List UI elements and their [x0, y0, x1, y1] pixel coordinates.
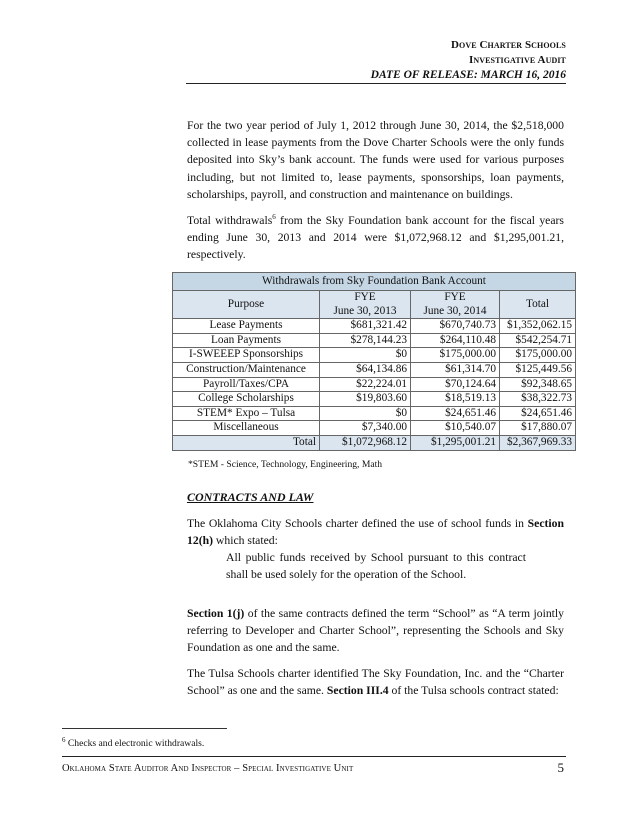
cell-total-fy2013: $1,072,968.12 [320, 435, 411, 450]
footnote-rule [62, 728, 227, 729]
header-fye-label: FYE [354, 291, 376, 303]
cell-total: $125,449.56 [500, 362, 576, 377]
cell-purpose: Payroll/Taxes/CPA [173, 377, 320, 392]
footnote-number: 6 [62, 735, 66, 744]
cell-purpose: Miscellaneous [173, 421, 320, 436]
header-rule [186, 83, 566, 84]
cell-total-label: Total [173, 435, 320, 450]
footer-rule [62, 756, 566, 757]
paragraph-section-1j [187, 605, 564, 657]
cell-total-fy2014: $1,295,001.21 [411, 435, 500, 450]
cell-fy2013: $19,803.60 [320, 392, 411, 407]
cell-fy2014: $61,314.70 [411, 362, 500, 377]
header-release-date: DATE OF RELEASE: MARCH 16, 2016 [370, 69, 566, 81]
table-title-row [173, 273, 576, 291]
header-org: Dove Charter Schools [450, 39, 566, 51]
cell-fy2013: $681,321.42 [320, 319, 411, 334]
cell-fy2013: $278,144.23 [320, 333, 411, 348]
cell-fy2013: $7,340.00 [320, 421, 411, 436]
paragraph-text: For the two year period of July 1, 2012 through June 30, 2014, the $2,518,000 collected in lease payments from the Dove Charter Schools were the only funds deposited into Sky’s bank account. The funds were used for various purposes including, but not limited to, lease payments, sponsorships, loan payments, scholarships, payroll, and construction and maintenance on buildings. [187, 119, 564, 201]
table-row [173, 333, 576, 348]
table-row [173, 319, 576, 334]
paragraph-text-end: of the Tulsa schools contract stated: [388, 684, 559, 698]
section-reference: Section 1(j) [187, 607, 245, 620]
block-quote: All public funds received by School pursuant to this contract shall be used solely for the operation of the School. [226, 551, 526, 582]
cell-fy2014: $24,651.46 [411, 406, 500, 421]
paragraph-lease-funds [187, 117, 564, 203]
cell-purpose: STEM* Expo – Tulsa [173, 406, 320, 421]
footnote [62, 735, 205, 749]
page-header [371, 38, 566, 83]
footer-agency: Oklahoma State Auditor And Inspector – Special Investigative Unit [62, 763, 354, 774]
paragraph-text-start: The Oklahoma City Schools charter defined the use of school funds in [187, 517, 528, 530]
cell-purpose: Loan Payments [173, 333, 320, 348]
cell-total: $1,352,062.15 [500, 319, 576, 334]
header-purpose: Purpose [173, 291, 320, 319]
table-row [173, 406, 576, 421]
paragraph-text-end: of the same contracts defined the term “School” as “A term jointly referring to Developer and Charter School”, representing the Schools and Sky Foundation as one and the same. [187, 607, 564, 655]
header-fy2014-date: June 30, 2014 [423, 304, 487, 317]
header-total: Total [500, 291, 576, 319]
cell-total: $17,880.07 [500, 421, 576, 436]
section-reference: Section 12(h) [187, 517, 564, 548]
table-title: Withdrawals from Sky Foundation Bank Account [173, 273, 576, 291]
header-fy2013 [320, 291, 411, 319]
table-header-row [173, 291, 576, 319]
footnote-reference[interactable]: 6 [272, 213, 276, 222]
cell-total: $92,348.65 [500, 377, 576, 392]
table-row [173, 392, 576, 407]
cell-fy2014: $10,540.07 [411, 421, 500, 436]
header-fye-label: FYE [444, 291, 466, 303]
cell-fy2013: $22,224.01 [320, 377, 411, 392]
paragraph-text-start: The Tulsa Schools charter identified The Sky Foundation, Inc. and the “Charter School” as one and the same. [187, 667, 564, 698]
header-fy2013-date: June 30, 2013 [333, 304, 397, 317]
cell-purpose: College Scholarships [173, 392, 320, 407]
cell-total: $38,322.73 [500, 392, 576, 407]
section-reference: Section III.4 [326, 684, 389, 698]
cell-fy2013: $64,134.86 [320, 362, 411, 377]
cell-fy2014: $175,000.00 [411, 348, 500, 363]
header-fy2014 [411, 291, 500, 319]
footnote-text: Checks and electronic withdrawals. [65, 738, 205, 749]
cell-purpose: I-SWEEEP Sponsorships [173, 348, 320, 363]
table-row [173, 348, 576, 363]
cell-fy2013: $0 [320, 348, 411, 363]
paragraph-tulsa-charter [187, 665, 564, 699]
cell-grand-total: $2,367,969.33 [500, 435, 576, 450]
table-total-row [173, 435, 576, 450]
cell-purpose: Construction/Maintenance [173, 362, 320, 377]
paragraph-total-withdrawals [187, 212, 564, 264]
section-title: CONTRACTS AND LAW [187, 490, 314, 504]
cell-fy2014: $670,740.73 [411, 319, 500, 334]
page-number: 5 [557, 760, 564, 775]
paragraph-text-end: which stated: [212, 534, 278, 548]
table-footnote: *STEM - Science, Technology, Engineering, Math [188, 459, 383, 470]
cell-total: $542,254.71 [500, 333, 576, 348]
cell-fy2014: $18,519.13 [411, 392, 500, 407]
withdrawals-table [172, 272, 576, 451]
cell-fy2014: $70,124.64 [411, 377, 500, 392]
cell-fy2014: $264,110.48 [411, 333, 500, 348]
cell-total: $175,000.00 [500, 348, 576, 363]
header-report-type: Investigative Audit [468, 54, 566, 66]
cell-fy2013: $0 [320, 406, 411, 421]
table-row [173, 362, 576, 377]
cell-total: $24,651.46 [500, 406, 576, 421]
table-row [173, 421, 576, 436]
cell-purpose: Lease Payments [173, 319, 320, 334]
paragraph-text-end: from the Sky Foundation bank account for the fiscal years ending June 30, 2013 and 2014 were $1,072,968.12 and $1,295,001.21, respectively. [187, 214, 564, 262]
table-row [173, 377, 576, 392]
paragraph-okc-charter [187, 515, 564, 549]
paragraph-text-start: Total withdrawals [187, 214, 273, 227]
